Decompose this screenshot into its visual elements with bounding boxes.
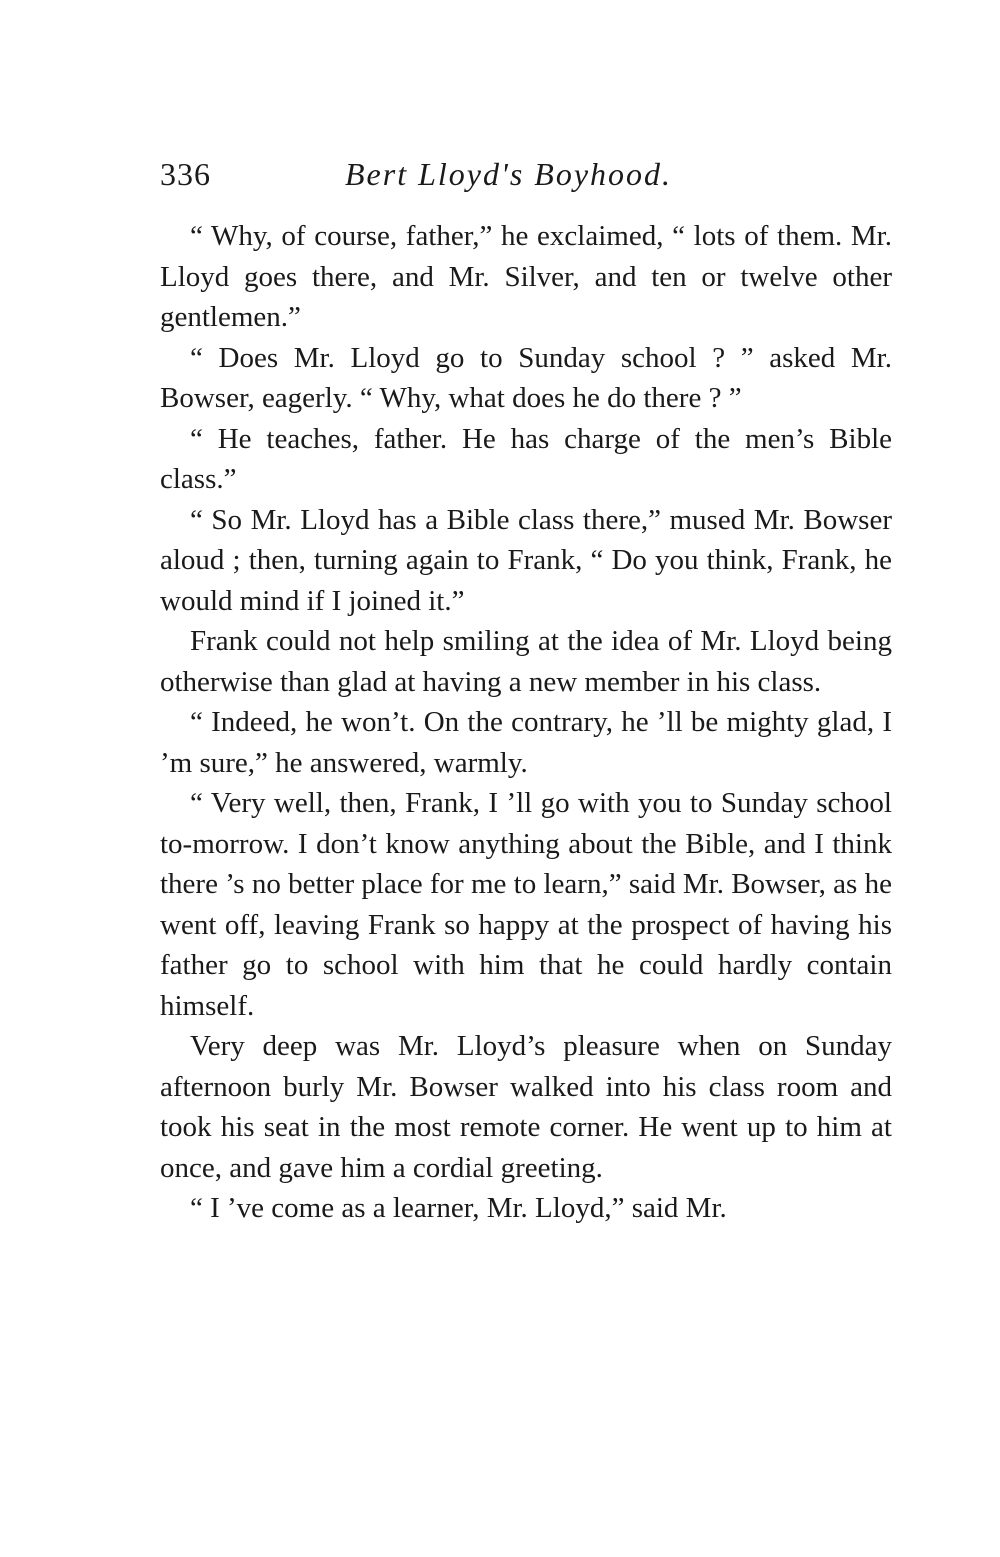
paragraph: “ Does Mr. Lloyd go to Sunday school ? ” asked Mr. Bowser, eagerly. “ Why, what does he do there ? ”	[160, 341, 892, 414]
paragraph: “ Why, of course, father,” he exclaimed, “ lots of them. Mr. Lloyd goes there, and Mr. Silver, and ten or twelve other gentlemen.”	[160, 220, 892, 333]
paragraph: “ He teaches, father. He has charge of the men’s Bible class.”	[160, 422, 892, 495]
paragraph: “ Very well, then, Frank, I ’ll go with you to Sunday school to-morrow. I don’t know anything about the Bible, and I think there ’s no better place for me to learn,” said Mr. Bowser, as he went off, leaving Frank so happy at the prospect of having his father go to school with him that he could hardly contain himself.	[160, 787, 892, 1022]
page-header	[160, 150, 900, 200]
paragraph: Very deep was Mr. Lloyd’s pleasure when on Sunday afternoon burly Mr. Bowser walked into his class room and took his seat in the most remote corner. He went up to him at once, and gave him a cordial greeting.	[160, 1030, 892, 1184]
paragraph: “ I ’ve come as a learner, Mr. Lloyd,” said Mr.	[190, 1192, 727, 1224]
paragraph: Frank could not help smiling at the idea of Mr. Lloyd being otherwise than glad at having a new member in his class.	[160, 625, 892, 698]
body-text	[160, 216, 892, 1229]
page-number: 336	[160, 156, 211, 192]
paragraph: “ Indeed, he won’t. On the contrary, he ’ll be mighty glad, I ’m sure,” he answered, warmly.	[160, 706, 892, 779]
running-title: Bert Lloyd's Boyhood.	[345, 156, 673, 192]
paragraph: “ So Mr. Lloyd has a Bible class there,” mused Mr. Bowser aloud ; then, turning again to Frank, “ Do you think, Frank, he would mind if I joined it.”	[160, 503, 892, 617]
